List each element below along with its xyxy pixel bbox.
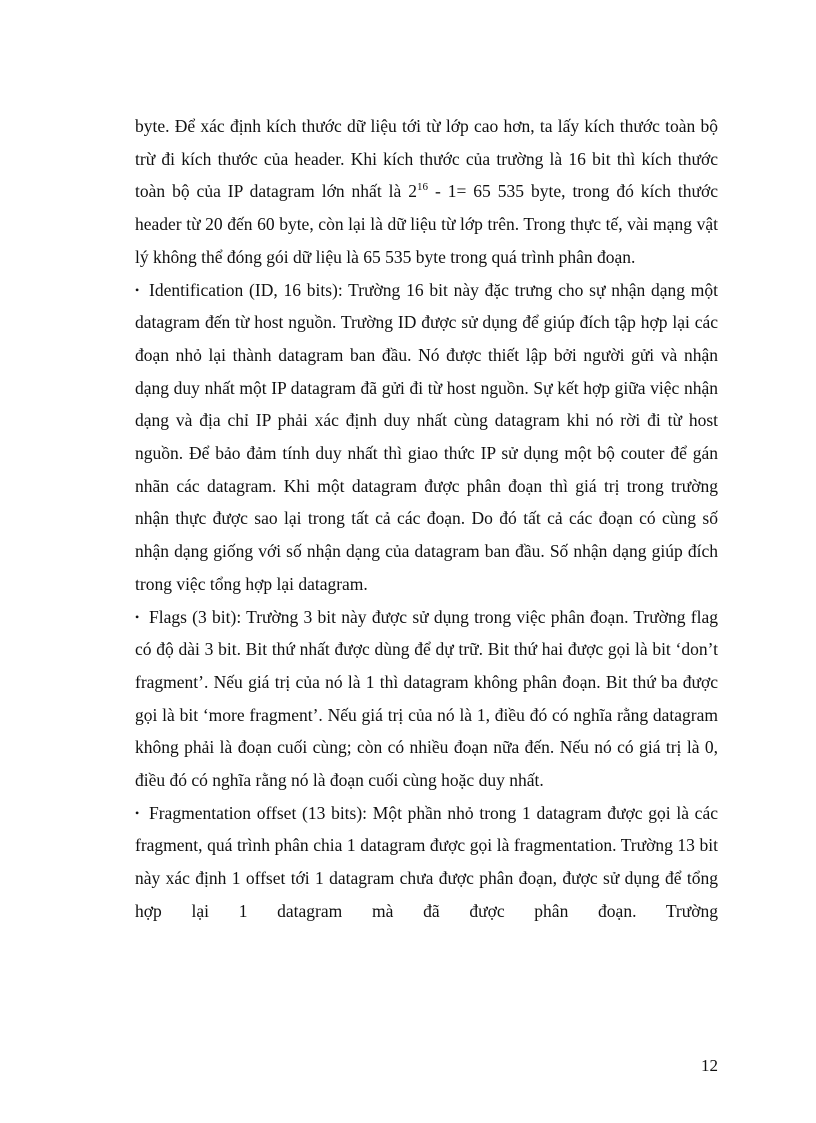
page-number: 12 xyxy=(701,1056,718,1075)
paragraph-intro-text: byte. Để xác định kích thước dữ liệu tới từ lớp cao hơn, ta lấy kích thước toàn bộ trừ đi kích thước của header. Khi kích thước của trường là 16 bit thì kích thước toàn bộ của IP datagram lớn nhất là 2 xyxy=(135,116,718,202)
bullet-icon: • xyxy=(135,805,140,820)
body-text xyxy=(135,110,718,928)
paragraph-intro xyxy=(135,110,718,274)
bullet-icon: • xyxy=(135,282,140,297)
paragraph-intro-text-continued: - 1= 65 535 byte, trong đó kích thước header từ 20 đến 60 byte, còn lại là dữ liệu từ lớp trên. Trong thực tế, vài mạng vật lý không thể đóng gói dữ liệu là 65 535 byte trong quá trình phân đoạn. xyxy=(135,181,719,267)
bullet-flags xyxy=(135,601,718,797)
bullet-identification xyxy=(135,274,718,601)
bullet-identification-text: Identification (ID, 16 bits): Trường 16 bit này đặc trưng cho sự nhận dạng một datagram đến từ host nguồn. Trường ID được sử dụng để giúp đích tập hợp lại các đoạn nhỏ lại thành datagram ban đầu. Nó được thiết lập bởi người gửi và nhận dạng duy nhất một IP datagram đã gửi đi từ host nguồn. Sự kết hợp giữa việc nhận dạng và địa chỉ IP phải xác định duy nhất cùng datagram khi nó rời đi từ host nguồn. Để bảo đảm tính duy nhất thì giao thức IP sử dụng một bộ couter để gán nhãn các datagram. Khi một datagram được phân đoạn thì giá trị trong trường nhận thực được sao lại trong tất cả các đoạn. Do đó tất cả các đoạn có cùng số nhận dạng giống với số nhận dạng của datagram ban đầu. Số nhận dạng giúp đích trong việc tổng hợp lại datagram. xyxy=(135,279,718,594)
bullet-flags-text: Flags (3 bit): Trường 3 bit này được sử dụng trong việc phân đoạn. Trường flag có độ dài 3 bit. Bit thứ nhất được dùng để dự trữ. Bit thứ hai được gọi là bit ‘don’t fragment’. Nếu giá trị của nó là 1 thì datagram không phân đoạn. Bit thứ ba được gọi là bit ‘more fragment’. Nếu giá trị của nó là 1, điều đó có nghĩa rằng datagram không phải là đoạn cuối cùng; còn có nhiều đoạn nữa đến. Nếu nó có giá trị là 0, điều đó có nghĩa rằng nó là đoạn cuối cùng hoặc duy nhất. xyxy=(135,606,718,791)
bullet-fragmentation-offset-text: Fragmentation offset (13 bits): Một phần nhỏ trong 1 datagram được gọi là các fragment, quá trình phân chia 1 datagram được gọi là fragmentation. Trường 13 bit này xác định 1 offset tới 1 datagram chưa được phân đoạn, được sử dụng để tổng hợp lại 1 datagram mà đã được phân đoạn. Trường xyxy=(135,802,718,921)
exponent-superscript: 16 xyxy=(416,181,428,194)
bullet-icon: • xyxy=(135,609,140,624)
bullet-fragmentation-offset xyxy=(135,797,718,928)
